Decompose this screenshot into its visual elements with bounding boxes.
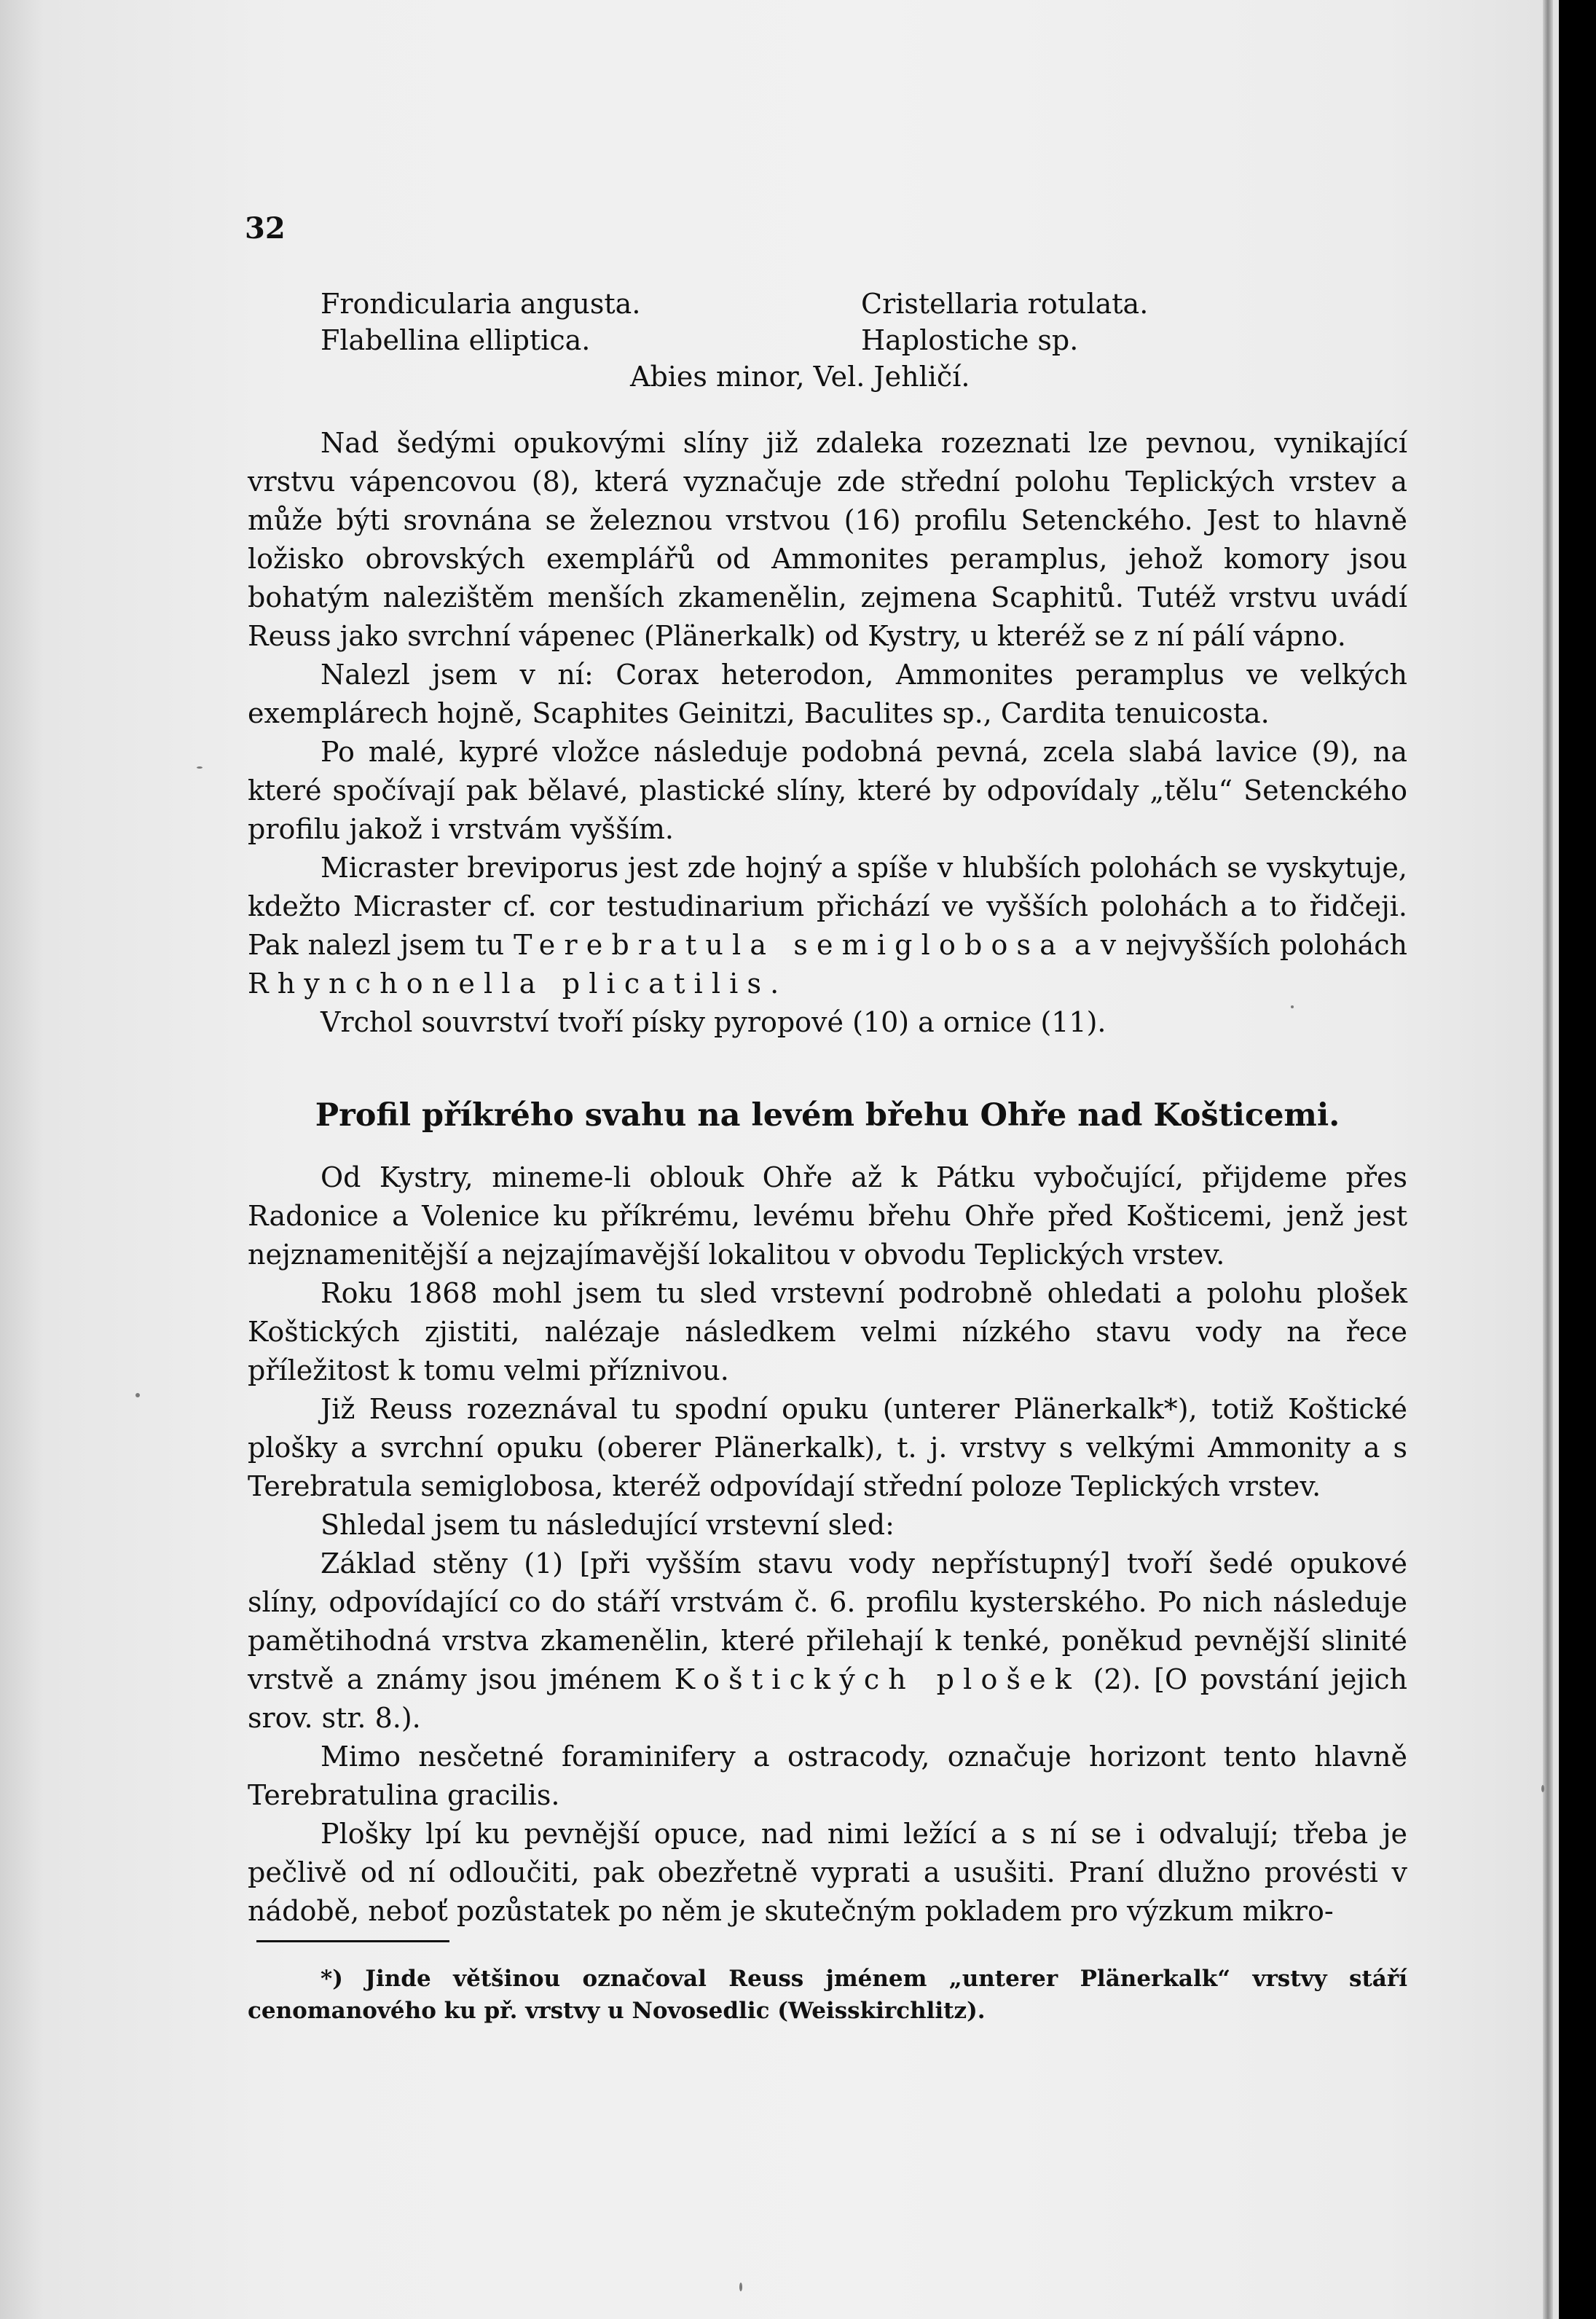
paragraph: Nad šedými opukovými slíny již zdaleka rozeznati lze pevnou, vynikající vrstvu vápencovou (8), která vyznačuje zde střední polohu Teplických vrstev a může býti srovnána se železnou vrstvou (16) profilu Setenckého. Jest to hlavně ložisko obrovských exemplářů od Ammonites peramplus, jehož komory jsou bohatým nalezištěm menších zkamenělin, zejmena Scaphitů. Tutéž vrstvu uvádí Reuss jako svrchní vápenec (Plänerkalk) od Kystry, u kteréž se z ní pálí vápno. (248, 427, 1407, 652)
paragraph: Od Kystry, mineme-li oblouk Ohře až k Pátku vybočující, přijdeme přes Radonice a Volenice ku příkrému, levému břehu Ohře před Košticemi, jenž jest nejznamenitější a nejzajímavější lokalitou v obvodu Teplických vrstev. (248, 1161, 1407, 1271)
binding-shadow (1543, 0, 1553, 2319)
species-name-spaced: Terebratula semiglobosa (514, 929, 1066, 961)
paragraph: Mimo nesčetné foraminifery a ostracody, označuje horizont tento hlavně Terebratulina gracilis. (248, 1741, 1407, 1811)
species-list (321, 286, 1267, 395)
scan-speck (1541, 1785, 1544, 1792)
scan-speck (135, 1393, 140, 1397)
paragraph: Plošky lpí ku pevnější opuce, nad nimi ležící a s ní se i odvalují; třeba je pečlivě od ní odloučiti, pak obezřetně vyprati a usušiti. Praní dlužno provésti v nádobě, neboť pozůstatek po něm je skutečným pokladem pro výzkum mikro- (248, 1818, 1407, 1927)
page-number: 32 (245, 211, 286, 246)
paragraph: Roku 1868 mohl jsem tu sled vrstevní podrobně ohledati a polohu plošek Koštických zjistiti, nalézaje následkem velmi nízkého stavu vody na řece příležitost k tomu velmi příznivou. (248, 1277, 1407, 1386)
paragraph (248, 849, 1407, 1003)
footnote-text: *) Jinde většinou označoval Reuss jménem „unterer Plänerkalk“ vrstvy stáří cenomanového ku př. vrstvy u Novosedlic (Weisskirchlitz). (248, 1966, 1407, 2024)
term-spaced: Koštických plošek (674, 1663, 1081, 1695)
species-name: Haplostiche sp. (861, 324, 1079, 356)
paragraph: Nalezl jsem v ní: Corax heterodon, Ammonites peramplus ve velkých exemplárech hojně, Scaphites Geinitzi, Baculites sp., Cardita tenuicosta. (248, 659, 1407, 729)
species-name: Abies minor, Vel. Jehličí. (630, 361, 970, 393)
paragraph-text: Pak nalezl jsem tu (248, 929, 505, 961)
footnote (248, 1963, 1407, 2027)
paragraph (248, 1545, 1407, 1738)
species-name: Cristellaria rotulata. (861, 288, 1149, 320)
paragraph: Vrchol souvrství tvoří písky pyropové (10) a ornice (11). (321, 1006, 1106, 1038)
paragraph-text: Micraster breviporus jest zde hojný a spíše v hlubších polohách se vyskytuje, kdežto Micraster cf. cor testudinarium přichází ve vyšších polohách a to řidčeji. (248, 852, 1407, 922)
paragraph-text: Základ stěny (1) [při vyšším stavu vody nepřístupný] tvoří šedé opukové slíny, odpovídající co do stáří vrstvám č. 6. profilu kysterského. Po nich následuje pamětihodná vrstva zkamenělin, které přilehají k tenké, poněkud pevnější slinité vrstvě a známy jsou jménem (248, 1547, 1407, 1695)
paragraph: Shledal jsem tu následující vrstevní sled: (321, 1509, 895, 1541)
paragraph-text: a v nejvyšších polohách (1074, 929, 1407, 961)
body-text (248, 424, 1407, 1931)
scan-speck (739, 2283, 742, 2291)
paragraph: Po malé, kypré vložce následuje podobná pevná, zcela slabá lavice (9), na které spočívají pak bělavé, plastické slíny, které by odpovídaly „tělu“ Setenckého profilu jakož i vrstvám vyšším. (248, 736, 1407, 845)
species-name: Flabellina elliptica. (321, 324, 591, 356)
paragraph-text: . (770, 968, 779, 1000)
scan-edge (1559, 0, 1596, 2319)
footnote-divider (256, 1940, 449, 1942)
species-name-spaced: Rhynchonella plicatilis (248, 968, 771, 1000)
paragraph: Již Reuss rozeznával tu spodní opuku (unterer Plänerkalk*), totiž Koštické plošky a svrchní opuku (oberer Plänerkalk), t. j. vrstvy s velkými Ammonity a s Terebratula semiglobosa, kteréž odpovídají střední poloze Teplických vrstev. (248, 1393, 1407, 1502)
scan-speck (197, 766, 203, 769)
species-name: Frondicularia angusta. (321, 288, 641, 320)
list-item (321, 286, 1267, 322)
section-heading: Profil příkrého svahu na levém břehu Ohře nad Košticemi. (315, 1097, 1340, 1134)
paragraph-text: (2). [O povstání jejich srov. str. 8.). (248, 1663, 1407, 1734)
list-item (321, 322, 1267, 358)
